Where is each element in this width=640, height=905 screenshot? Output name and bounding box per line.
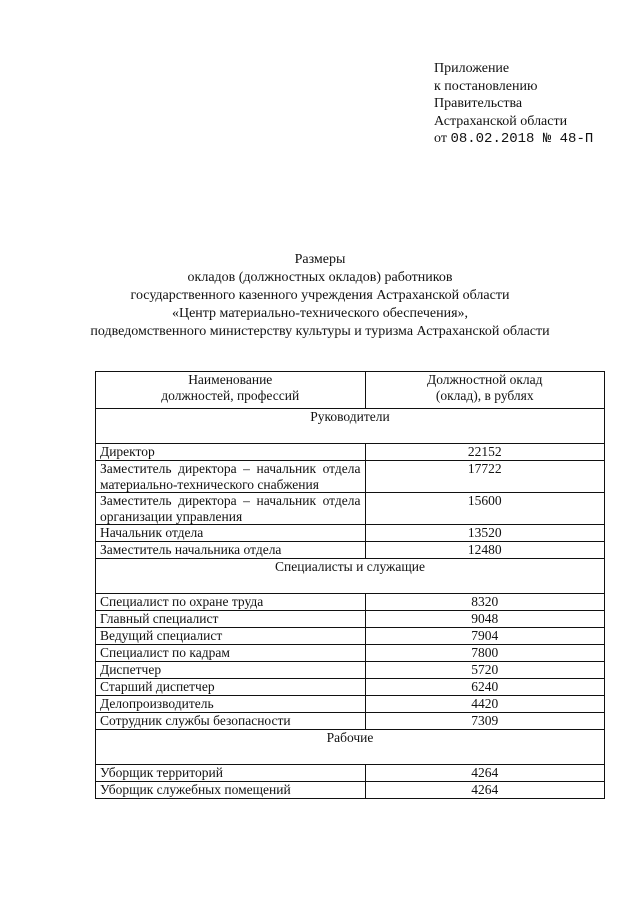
position-name: Специалист по охране труда bbox=[96, 594, 366, 611]
position-name: Заместитель директора – начальник отдела организации управления bbox=[96, 493, 366, 525]
position-name: Специалист по кадрам bbox=[96, 645, 366, 662]
position-name: Главный специалист bbox=[96, 611, 366, 628]
table-row bbox=[96, 782, 605, 799]
table-row bbox=[96, 662, 605, 679]
salary-value: 22152 bbox=[365, 444, 605, 461]
position-name: Уборщик территорий bbox=[96, 765, 366, 782]
position-name: Диспетчер bbox=[96, 662, 366, 679]
table-header-row bbox=[96, 372, 605, 409]
salary-value: 7309 bbox=[365, 713, 605, 730]
title-line-1: Размеры bbox=[294, 252, 346, 267]
position-name: Делопроизводитель bbox=[96, 696, 366, 713]
position-name: Директор bbox=[96, 444, 366, 461]
position-name: Заместитель начальника отдела bbox=[96, 542, 366, 559]
appendix-line-4: Астраханской области bbox=[434, 113, 568, 129]
salary-value: 12480 bbox=[365, 542, 605, 559]
section-row bbox=[96, 730, 605, 765]
position-name: Сотрудник службы безопасности bbox=[96, 713, 366, 730]
title-line-5: подведомственного министерству культуры и туризма Астраханской области bbox=[90, 324, 550, 339]
appendix-line-2: к постановлению bbox=[434, 78, 538, 94]
table-row bbox=[96, 594, 605, 611]
salary-value: 7904 bbox=[365, 628, 605, 645]
table-row bbox=[96, 713, 605, 730]
section-title-workers: Рабочие bbox=[96, 730, 605, 765]
salary-value: 7800 bbox=[365, 645, 605, 662]
section-title-specialists: Специалисты и служащие bbox=[96, 559, 605, 594]
appendix-date-number: 08.02.2018 № 48-П bbox=[450, 131, 594, 147]
salary-value: 8320 bbox=[365, 594, 605, 611]
appendix-block bbox=[434, 60, 593, 149]
table-row bbox=[96, 493, 605, 525]
header-salary-line-2: (оклад), в рублях bbox=[435, 387, 534, 403]
header-position-line-1: Наименование bbox=[188, 372, 273, 387]
salary-value: 5720 bbox=[365, 662, 605, 679]
section-row bbox=[96, 559, 605, 594]
salary-value: 9048 bbox=[365, 611, 605, 628]
table-row bbox=[96, 525, 605, 542]
table-row bbox=[96, 645, 605, 662]
salary-value: 4264 bbox=[365, 782, 605, 799]
document-title bbox=[0, 251, 640, 341]
appendix-date-prefix: от bbox=[434, 131, 447, 146]
appendix-date-line bbox=[434, 130, 593, 149]
title-line-4: «Центр материально-технического обеспечения», bbox=[171, 306, 469, 321]
salary-table bbox=[95, 371, 605, 799]
appendix-line-1: Приложение bbox=[434, 61, 510, 76]
header-salary-line-1: Должностной оклад bbox=[426, 372, 543, 387]
title-line-2: окладов (должностных окладов) работников bbox=[187, 270, 453, 285]
header-position-line-2: должностей, профессий bbox=[161, 387, 300, 403]
salary-value: 4264 bbox=[365, 765, 605, 782]
salary-value: 17722 bbox=[365, 461, 605, 493]
position-name: Уборщик служебных помещений bbox=[96, 782, 366, 799]
table-row bbox=[96, 628, 605, 645]
header-position bbox=[96, 372, 366, 409]
section-title-managers: Руководители bbox=[96, 409, 605, 444]
position-name: Начальник отдела bbox=[96, 525, 366, 542]
table-row bbox=[96, 679, 605, 696]
title-line-3: государственного казенного учреждения Астраханской области bbox=[130, 288, 510, 303]
table-row bbox=[96, 444, 605, 461]
table-row bbox=[96, 611, 605, 628]
position-name: Заместитель директора – начальник отдела материально-технического снабжения bbox=[96, 461, 366, 493]
table-row bbox=[96, 542, 605, 559]
header-salary bbox=[365, 372, 605, 409]
table-row bbox=[96, 696, 605, 713]
salary-value: 6240 bbox=[365, 679, 605, 696]
table-row bbox=[96, 765, 605, 782]
position-name: Старший диспетчер bbox=[96, 679, 366, 696]
salary-value: 15600 bbox=[365, 493, 605, 525]
section-row bbox=[96, 409, 605, 444]
appendix-line-3: Правительства bbox=[434, 96, 523, 111]
salary-value: 13520 bbox=[365, 525, 605, 542]
position-name: Ведущий специалист bbox=[96, 628, 366, 645]
table-row bbox=[96, 461, 605, 493]
salary-value: 4420 bbox=[365, 696, 605, 713]
